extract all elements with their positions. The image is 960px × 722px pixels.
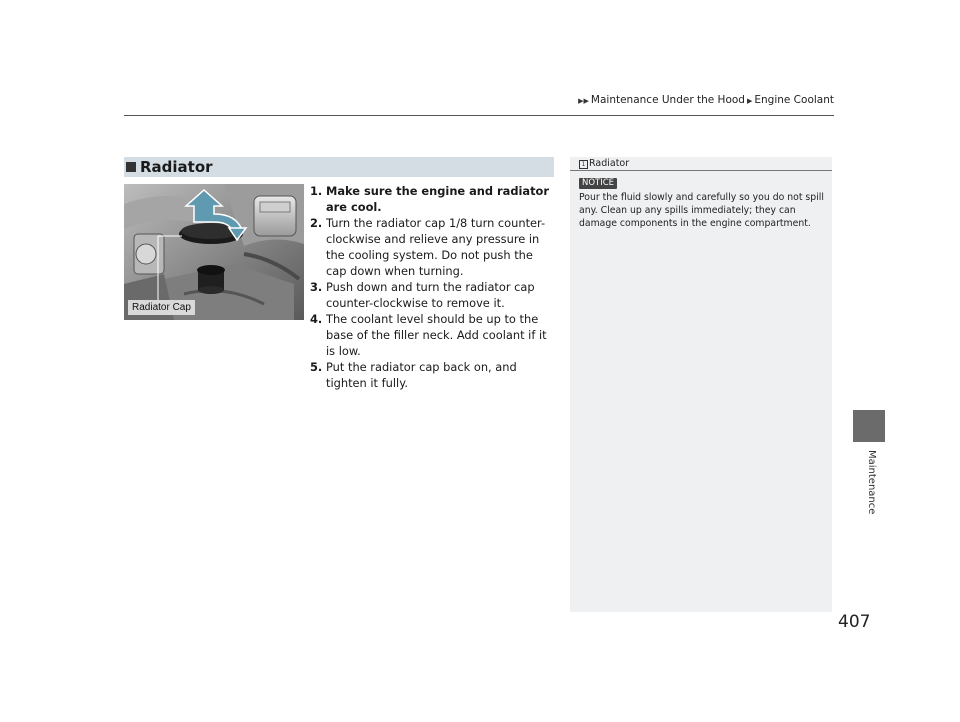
procedure-steps (310, 183, 556, 391)
list-item (310, 359, 556, 391)
side-note-heading: Radiator (589, 158, 630, 169)
list-item (310, 183, 556, 215)
step-number: 1. (310, 184, 323, 198)
breadcrumb (560, 94, 834, 106)
chapter-tab[interactable] (853, 410, 885, 442)
notice-text: Pour the fluid slowly and carefully so you do not spill any. Clean up any spills immediately; they can damage components in the engine compartment. (579, 192, 824, 229)
breadcrumb-item-coolant[interactable]: Engine Coolant (754, 94, 834, 106)
step-text: The coolant level should be up to the base of the filler neck. Add coolant if it is low. (326, 312, 547, 358)
step-text: Make sure the engine and radiator are cool. (326, 184, 549, 214)
step-number: 4. (310, 312, 323, 326)
page-number: 407 (838, 612, 871, 632)
breadcrumb-arrow-icon: ▶ (746, 97, 753, 105)
reference-icon: 1 (579, 160, 588, 169)
breadcrumb-item-maintenance[interactable]: Maintenance Under the Hood (590, 94, 745, 106)
section-square-icon (126, 162, 136, 172)
step-number: 3. (310, 280, 323, 294)
photo-callout-label: Radiator Cap (128, 300, 195, 315)
list-item (310, 215, 556, 279)
side-note-header (570, 157, 832, 171)
section-title: Radiator (140, 158, 213, 176)
step-number: 2. (310, 216, 323, 230)
section-header (124, 157, 554, 177)
list-item (310, 311, 556, 359)
chapter-tab-label-wrap (853, 450, 885, 515)
step-text: Put the radiator cap back on, and tighten it fully. (326, 360, 517, 390)
step-text: Push down and turn the radiator cap counter-clockwise to remove it. (326, 280, 535, 310)
step-number: 5. (310, 360, 323, 374)
header-rule (124, 115, 834, 116)
chapter-tab-label: Maintenance (866, 450, 877, 515)
step-text: Turn the radiator cap 1/8 turn counter-clockwise and relieve any pressure in the cooling system. Do not push the cap down when turning. (326, 216, 546, 278)
notice-badge: NOTICE (579, 178, 617, 189)
breadcrumb-arrow-icon: ▶▶ (578, 97, 589, 105)
list-item (310, 279, 556, 311)
